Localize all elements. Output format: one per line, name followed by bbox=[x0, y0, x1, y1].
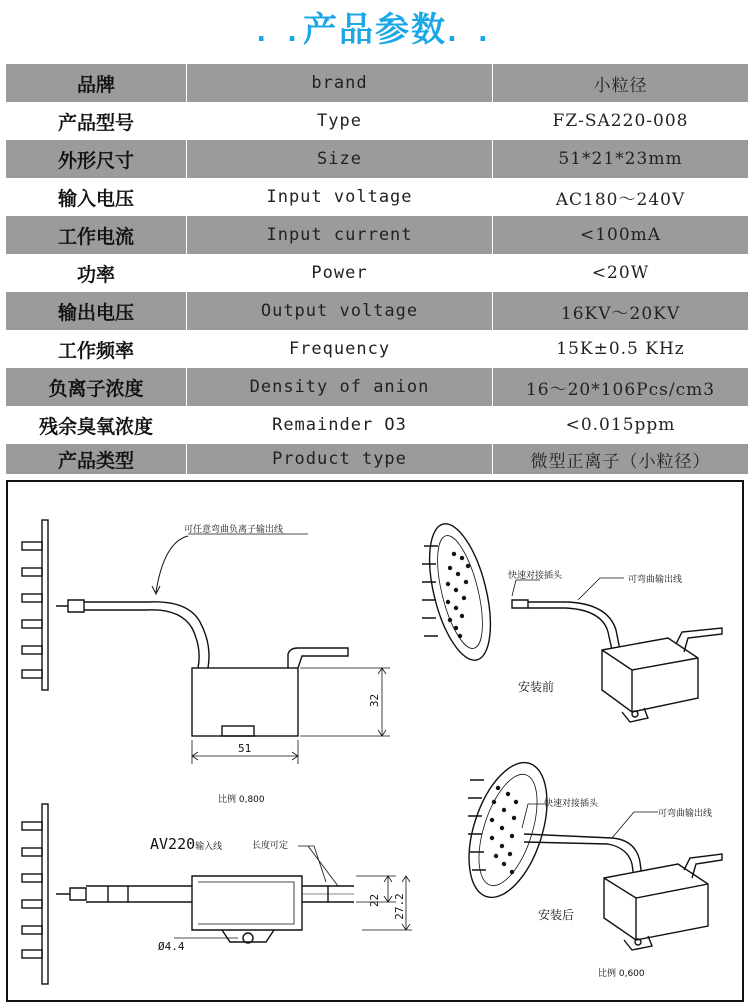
spec-name-en: Size bbox=[187, 140, 493, 178]
spec-name-en: brand bbox=[187, 64, 493, 102]
spec-value: <100mA bbox=[493, 216, 749, 254]
spec-name-cn: 产品类型 bbox=[6, 444, 187, 474]
spec-name-en: Frequency bbox=[187, 330, 493, 368]
dimension-width-label: 51 bbox=[238, 742, 252, 755]
module-box-bottom bbox=[192, 876, 354, 943]
spec-value: 16KV～20KV bbox=[493, 292, 749, 330]
spec-name-en: Power bbox=[187, 254, 493, 292]
scale-label-top: 比例 0,800 bbox=[218, 795, 265, 805]
spec-name-en: Output voltage bbox=[187, 292, 493, 330]
spec-row bbox=[6, 178, 748, 216]
title-text: 产品参数 bbox=[303, 10, 447, 50]
drawing-svg bbox=[8, 482, 742, 1000]
spec-row bbox=[6, 64, 748, 102]
spec-name-en: Input voltage bbox=[187, 178, 493, 216]
spec-name-cn: 品牌 bbox=[6, 64, 187, 102]
spec-row bbox=[6, 254, 748, 292]
input-line-text: 输入线 bbox=[195, 842, 223, 852]
technical-drawing bbox=[6, 480, 744, 1002]
bendable-wire-label-bottom: 可弯曲输出线 bbox=[658, 809, 713, 819]
spec-name-en: Input current bbox=[187, 216, 493, 254]
hole-diameter-label: Ø4.4 bbox=[158, 940, 185, 953]
title-dots-right: . . bbox=[447, 18, 494, 48]
fan-grill-bottom bbox=[454, 753, 562, 907]
spec-row bbox=[6, 216, 748, 254]
spec-name-cn: 输出电压 bbox=[6, 292, 187, 330]
scale-label-bottom: 比例 0,600 bbox=[598, 969, 645, 979]
spec-name-cn: 工作频率 bbox=[57, 339, 134, 362]
spec-value: AC180～240V bbox=[493, 178, 749, 216]
connector-label-top: 快速对接插头 bbox=[508, 571, 563, 581]
after-install-label: 安装后 bbox=[538, 908, 575, 922]
module-box-top bbox=[192, 648, 348, 736]
spec-row bbox=[6, 102, 748, 140]
spec-name-en: Density of anion bbox=[187, 368, 493, 406]
spec-row bbox=[6, 368, 748, 406]
spec-name-cn: 输入电压 bbox=[57, 187, 134, 210]
spec-row bbox=[6, 330, 748, 368]
spec-table bbox=[6, 64, 748, 474]
input-voltage-code: AV220 bbox=[150, 835, 196, 853]
emitter-comb-top bbox=[22, 520, 48, 690]
spec-name-cn: 功率 bbox=[76, 263, 115, 286]
spec-name-cn: 外形尺寸 bbox=[6, 140, 187, 178]
module-3d-top bbox=[512, 578, 722, 722]
spec-value: 16～20*106Pcs/cm3 bbox=[493, 368, 749, 406]
spec-name-cn: 残余臭氧浓度 bbox=[38, 415, 153, 438]
bendable-wire-label-top: 可弯曲输出线 bbox=[628, 575, 683, 585]
spec-row bbox=[6, 140, 748, 178]
spec-value: <20W bbox=[493, 254, 749, 292]
output-wire-label: 可任意弯曲负离子输出线 bbox=[184, 525, 284, 535]
title-dots-left: . . bbox=[256, 18, 303, 48]
emitter-comb-bottom bbox=[22, 804, 48, 984]
spec-name-cn: 负离子浓度 bbox=[6, 368, 187, 406]
spec-row bbox=[6, 406, 748, 444]
spec-row bbox=[6, 444, 748, 474]
page-title bbox=[0, 0, 750, 64]
spec-name-cn: 工作电流 bbox=[6, 216, 187, 254]
output-wire-top bbox=[56, 536, 209, 668]
before-install-label: 安装前 bbox=[518, 680, 555, 694]
spec-value: 51*21*23mm bbox=[493, 140, 749, 178]
spec-value: 15K±0.5 KHz bbox=[493, 330, 749, 368]
module-3d-bottom bbox=[522, 804, 722, 950]
input-line-label bbox=[150, 834, 222, 853]
spec-value: 小粒径 bbox=[493, 64, 749, 102]
connector-label-bottom: 快速对接插头 bbox=[544, 799, 599, 809]
spec-name-en: Remainder O3 bbox=[187, 406, 493, 444]
length-label: 长度可定 bbox=[252, 841, 289, 851]
dimension-height-label: 32 bbox=[368, 693, 382, 708]
dimension-27-label: 27.2 bbox=[392, 893, 406, 920]
spec-value: <0.015ppm bbox=[493, 406, 749, 444]
spec-name-cn: 产品型号 bbox=[57, 111, 134, 134]
spec-row bbox=[6, 292, 748, 330]
fan-grill-top bbox=[418, 518, 502, 666]
spec-name-en: Type bbox=[187, 102, 493, 140]
dimension-22-label: 22 bbox=[368, 893, 382, 908]
input-wire-bottom bbox=[56, 886, 194, 902]
spec-name-en: Product type bbox=[187, 444, 493, 474]
spec-value: 微型正离子（小粒径） bbox=[493, 444, 749, 474]
spec-value: FZ-SA220-008 bbox=[493, 102, 749, 140]
